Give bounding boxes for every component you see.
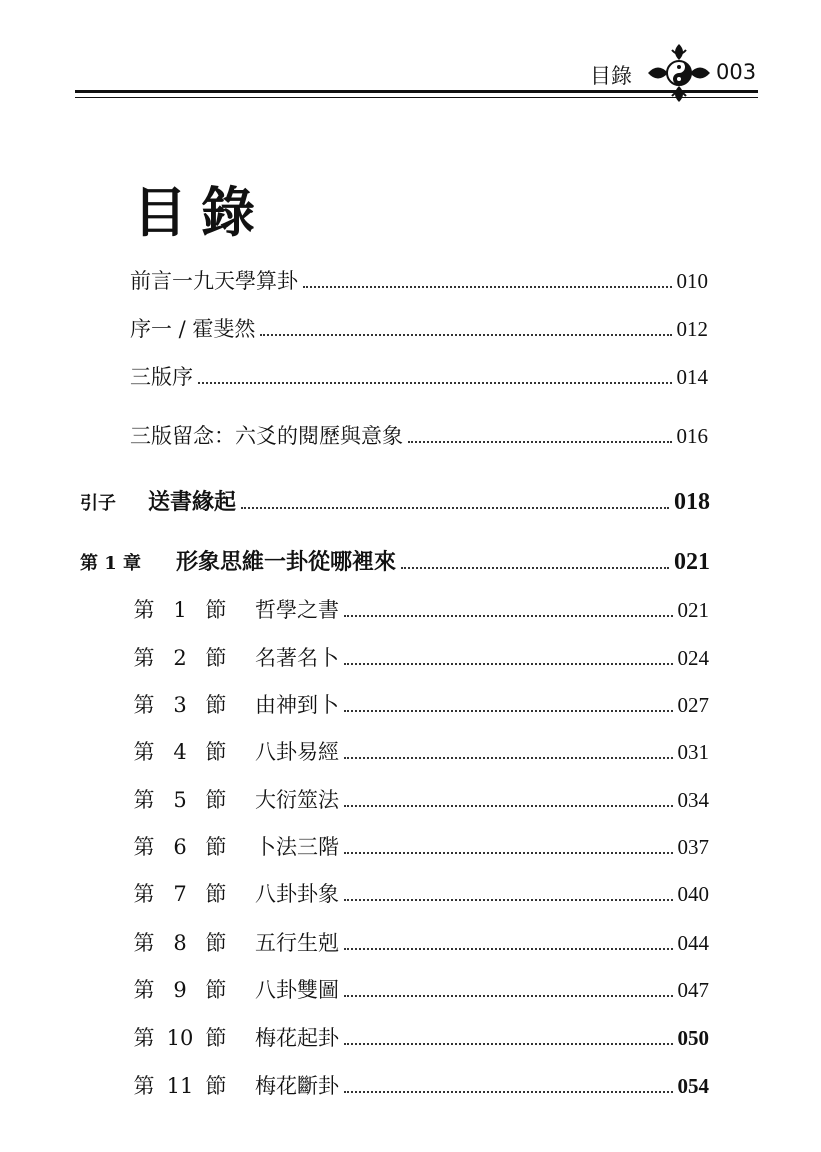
section-label: 第 11 節 [133, 1074, 227, 1098]
section-label: 第 7 節 [133, 882, 227, 906]
leader-dots [408, 441, 672, 443]
section-page: 024 [677, 646, 709, 670]
toc-section-entry[interactable] [131, 784, 709, 814]
leader-dots [344, 805, 673, 807]
toc-section-entry[interactable] [131, 642, 709, 672]
section-label: 第 1 節 [133, 598, 227, 622]
toc-entry-title: 序一 / 霍斐然 [130, 317, 256, 341]
section-label: 第 2 節 [133, 646, 227, 670]
leader-dots [344, 757, 673, 759]
toc-section-entry[interactable] [131, 974, 709, 1004]
toc-entry-title: 前言一九天學算卦 [130, 269, 298, 293]
section-label: 第 6 節 [133, 835, 227, 859]
toc-entry[interactable] [130, 265, 708, 295]
running-header-page-number: 003 [716, 60, 757, 84]
toc-entry-title: 三版留念：六爻的閱歷與意象 [130, 424, 403, 448]
toc-section-entry[interactable] [131, 1070, 709, 1100]
leader-dots [401, 567, 669, 569]
header-rule-thick [75, 90, 758, 93]
section-label: 第 5 節 [133, 788, 227, 812]
section-title: 八卦卦象 [255, 882, 339, 906]
running-header-title: 目錄 [590, 64, 632, 88]
toc-entry[interactable] [130, 361, 708, 391]
section-title: 卜法三階 [255, 835, 339, 859]
section-label: 第 10 節 [133, 1026, 227, 1050]
toc-section-entry[interactable] [131, 689, 709, 719]
toc-section-entry[interactable] [131, 736, 709, 766]
section-page: 037 [677, 835, 709, 859]
intro-title: 送書緣起 [148, 489, 237, 515]
page-title: 目錄 [133, 181, 269, 244]
toc-chapter-entry[interactable] [80, 545, 710, 576]
leader-dots [344, 948, 673, 950]
leader-dots [344, 1043, 673, 1045]
header-rule-thin [75, 97, 758, 98]
section-label: 第 4 節 [133, 740, 227, 764]
section-title: 梅花斷卦 [255, 1074, 339, 1098]
section-label: 第 8 節 [133, 931, 227, 955]
leader-dots [344, 615, 673, 617]
section-title: 五行生剋 [255, 931, 339, 955]
chapter-title: 形象思維一卦從哪裡來 [176, 549, 397, 575]
section-page: 021 [677, 598, 709, 622]
toc-entry-page: 010 [676, 269, 708, 293]
chapter-label: 第 1 章 [80, 553, 142, 574]
section-page: 050 [677, 1026, 709, 1050]
section-page: 047 [677, 978, 709, 1002]
toc-entry-page: 016 [676, 424, 708, 448]
leader-dots [344, 1091, 673, 1093]
leader-dots [260, 334, 671, 336]
section-page: 054 [677, 1074, 709, 1098]
section-page: 034 [677, 788, 709, 812]
toc-section-entry[interactable] [131, 594, 709, 624]
leader-dots [344, 710, 673, 712]
leader-dots [344, 899, 673, 901]
section-page: 040 [677, 882, 709, 906]
section-title: 哲學之書 [255, 598, 339, 622]
section-title: 由神到卜 [255, 693, 339, 717]
toc-section-entry[interactable] [131, 1022, 709, 1052]
toc-section-entry[interactable] [131, 878, 709, 908]
leader-dots [344, 852, 673, 854]
intro-label: 引子 [80, 493, 116, 514]
leader-dots [303, 286, 672, 288]
section-title: 大衍筮法 [255, 788, 339, 812]
section-title: 八卦雙圖 [255, 978, 339, 1002]
chapter-page: 021 [674, 549, 710, 575]
toc-entry-page: 014 [676, 365, 708, 389]
section-title: 梅花起卦 [255, 1026, 339, 1050]
section-page: 031 [677, 740, 709, 764]
toc-intro-entry[interactable] [80, 485, 710, 516]
toc-section-entry[interactable] [131, 927, 709, 957]
toc-entry[interactable] [130, 420, 708, 450]
leader-dots [344, 663, 673, 665]
section-label: 第 3 節 [133, 693, 227, 717]
leader-dots [344, 995, 673, 997]
toc-section-entry[interactable] [131, 831, 709, 861]
intro-page: 018 [674, 489, 710, 515]
leader-dots [241, 507, 669, 509]
leader-dots [198, 382, 672, 384]
toc-entry-title: 三版序 [130, 365, 193, 389]
section-page: 044 [677, 931, 709, 955]
section-label: 第 9 節 [133, 978, 227, 1002]
toc-entry-page: 012 [676, 317, 708, 341]
section-title: 名著名卜 [255, 646, 339, 670]
taiji-icon [644, 42, 714, 104]
section-title: 八卦易經 [255, 740, 339, 764]
toc-entry[interactable] [130, 313, 708, 343]
section-page: 027 [677, 693, 709, 717]
